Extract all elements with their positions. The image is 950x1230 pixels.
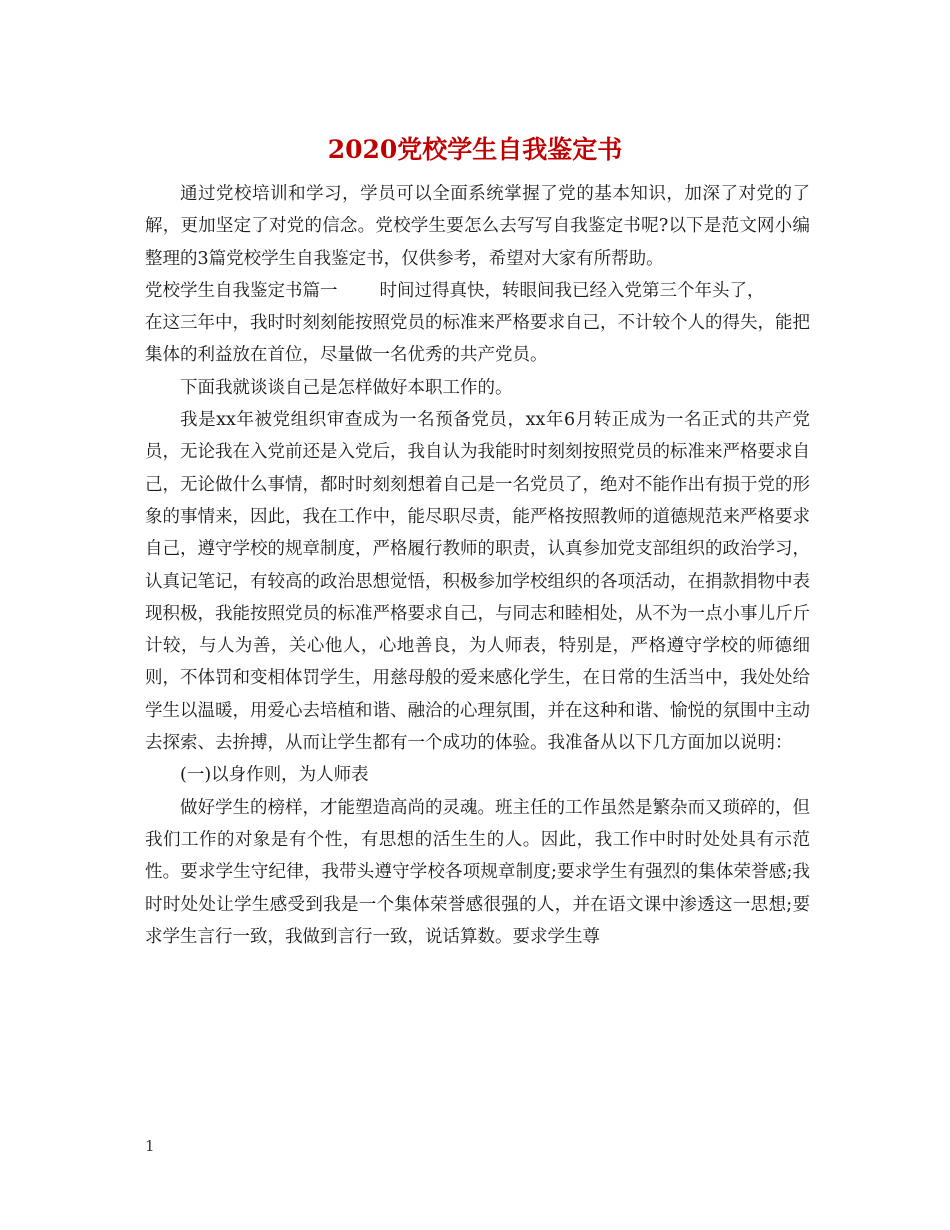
body-paragraph: 在这三年中，我时时刻刻能按照党员的标准来严格要求自己，不计较个人的得失，能把集体的利益放在首位，尽量做一名优秀的共产党员。 — [145, 313, 810, 366]
body-paragraph: 做好学生的榜样，才能塑造高尚的灵魂。班主任的工作虽然是繁杂而又琐碎的，但我们工作的对象是有个性，有思想的活生生的人。因此，我工作中时时处处具有示范性。要求学生守纪律，我带头遵守学校各项规章制度;要求学生有强烈的集体荣誉感;我时时处处让学生感受到我是一个集体荣誉感很强的人，并在语文课中渗透这一思想;要求学生言行一致，我做到言行一致，说话算数。要求学生尊 — [145, 797, 810, 947]
section-heading: 党校学生自我鉴定书篇一 — [145, 280, 338, 301]
document-title: 2020党校学生自我鉴定书 — [327, 135, 623, 164]
intro-paragraph: 通过党校培训和学习，学员可以全面系统掌握了党的基本知识，加深了对党的了解，更加坚定了对党的信念。党校学生要怎么去写写自我鉴定书呢?以下是范文网小编整理的3篇党校学生自我鉴定书，仅供参考，希望对大家有所帮助。 — [145, 184, 810, 269]
body-paragraph: 下面我就谈谈自己是怎样做好本职工作的。 — [180, 377, 513, 398]
section-heading-line — [145, 275, 810, 307]
section-first-line: 时间过得真快，转眼间我已经入党第三个年头了， — [379, 280, 765, 301]
body-paragraph: 我是xx年被党组织审查成为一名预备党员，xx年6月转正成为一名正式的共产党员，无论我在入党前还是入党后，我自认为我能时时刻刻按照党员的标准来严格要求自己，无论做什么事情，都时时刻刻想着自己是一名党员了，绝对不能作出有损于党的形象的事情来，因此，我在工作中，能尽职尽责，能严格按照教师的道德规范来严格要求自己，遵守学校的规章制度，严格履行教师的职责，认真参加党支部组织的政治学习，认真记笔记，有较高的政治思想觉悟，积极参加学校组织的各项活动，在捐款捐物中表现积极，我能按照党员的标准严格要求自己，与同志和睦相处，从不为一点小事儿斤斤计较，与人为善，关心他人，心地善良，为人师表，特别是，严格遵守学校的师德细则，不体罚和变相体罚学生，用慈母般的爱来感化学生，在日常的生活当中，我处处给学生以温暖，用爱心去培植和谐、融洽的心理氛围，并在这种和谐、愉悦的氛围中主动去探索、去拚搏，从而让学生都有一个成功的体验。我准备从以下几方面加以说明： — [145, 410, 810, 754]
subsection-heading: (一)以身作则，为人师表 — [180, 765, 369, 786]
page-number: 1 — [145, 1137, 155, 1155]
document-body — [145, 178, 810, 953]
